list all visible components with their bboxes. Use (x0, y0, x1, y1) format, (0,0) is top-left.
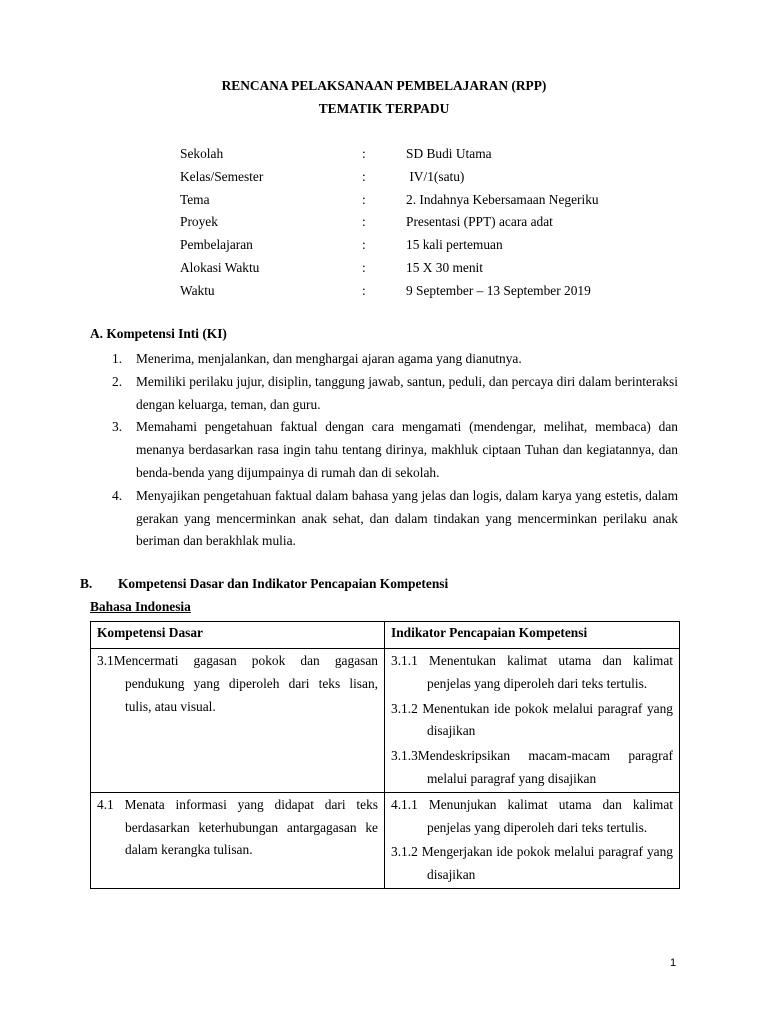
info-colon: : (362, 214, 366, 230)
info-colon: : (362, 168, 366, 184)
table-row (91, 649, 680, 793)
list-number: 4. (112, 487, 123, 503)
info-label: Pembelajaran (180, 237, 253, 253)
table-header-kd: Kompetensi Dasar (91, 622, 385, 649)
table-cell-kd (91, 792, 385, 888)
subject-title: Bahasa Indonesia (90, 599, 191, 614)
list-text: Memiliki perilaku jujur, disiplin, tanggung jawab, santun, peduli, dan percaya diri dalam berinteraksi dengan keluarga, teman, dan guru. (136, 373, 678, 412)
list-number: 3. (112, 419, 123, 435)
info-colon: : (362, 282, 366, 298)
info-label: Proyek (180, 214, 218, 230)
info-value: SD Budi Utama (406, 146, 492, 161)
section-b-heading (80, 576, 448, 592)
page-number: 1 (670, 957, 677, 969)
info-value: Presentasi (PPT) acara adat (406, 214, 553, 230)
table-header-indikator: Indikator Pencapaian Kompetensi (385, 622, 680, 649)
list-text: Memahami pengetahuan faktual dengan cara mengamati (mendengar, melihat, membaca) dan menanya berdasarkan rasa ingin tahu tentang dirinya, makhluk ciptaan Tuhan dan kegiatannya, dan benda-benda yang dijumpainya di rumah dan di sekolah. (136, 419, 678, 480)
table-header-row (91, 622, 680, 649)
ki-list (112, 348, 678, 553)
section-b-title: Kompetensi Dasar dan Indikator Pencapaian Kompetensi (118, 576, 449, 591)
document-title: RENCANA PELAKSANAAN PEMBELAJARAN (RPP) (221, 78, 547, 93)
info-colon: : (362, 259, 366, 275)
info-value: 15 X 30 menit (406, 259, 483, 275)
info-value: 15 kali pertemuan (406, 237, 503, 253)
info-colon: : (362, 237, 366, 253)
indicator-text: 3.1.2 Menentukan ide pokok melalui paragraf yang disajikan (391, 700, 673, 739)
info-value: 9 September – 13 September 2019 (406, 282, 591, 298)
list-item (112, 348, 678, 371)
list-text: Menyajikan pengetahuan faktual dalam bahasa yang jelas dan logis, dalam karya yang estetis, dalam gerakan yang mencerminkan anak sehat, dan dalam tindakan yang mencerminkan perilaku anak beriman dan berakhlak mulia. (136, 487, 678, 549)
info-colon: : (362, 146, 366, 161)
info-label: Sekolah (180, 146, 224, 161)
list-number: 2. (112, 373, 123, 389)
list-item (112, 485, 678, 553)
info-value: IV/1(satu) (406, 168, 465, 184)
document-subtitle: TEMATIK TERPADU (318, 101, 450, 116)
kd-table (90, 621, 680, 889)
section-a-heading: A. Kompetensi Inti (KI) (90, 326, 227, 341)
list-item (112, 371, 678, 417)
info-label: Tema (180, 191, 210, 207)
info-value: 2. Indahnya Kebersamaan Negeriku (406, 191, 599, 207)
info-label: Alokasi Waktu (180, 259, 260, 275)
indicator-text: 3.1.2 Mengerjakan ide pokok melalui paragraf yang disajikan (391, 844, 673, 883)
kd-text: 3.1Mencermati gagasan pokok dan gagasan pendukung yang diperoleh dari teks lisan, tulis, atau visual. (97, 653, 378, 714)
section-b-letter: B. (80, 576, 93, 591)
list-number: 1. (112, 351, 123, 366)
info-label: Kelas/Semester (180, 168, 264, 184)
table-cell-kd (91, 649, 385, 793)
indicator-text: 4.1.1 Menunjukan kalimat utama dan kalimat penjelas yang diperoleh dari teks tertulis. (391, 796, 673, 835)
list-item (112, 416, 678, 484)
indicator-text: 3.1.3Mendeskripsikan macam-macam paragraf melalui paragraf yang disajikan (391, 748, 673, 786)
info-colon: : (362, 191, 366, 207)
table-row (91, 792, 680, 888)
table-cell-indicators (385, 792, 680, 888)
kd-text: 4.1 Menata informasi yang didapat dari teks berdasarkan keterhubungan antargagasan ke dalam kerangka tulisan. (97, 796, 378, 858)
indicator-text: 3.1.1 Menentukan kalimat utama dan kalimat penjelas yang diperoleh dari teks tertulis. (391, 653, 673, 691)
info-label: Waktu (180, 282, 215, 298)
list-text: Menerima, menjalankan, dan menghargai ajaran agama yang dianutnya. (136, 351, 522, 366)
table-cell-indicators (385, 649, 680, 793)
